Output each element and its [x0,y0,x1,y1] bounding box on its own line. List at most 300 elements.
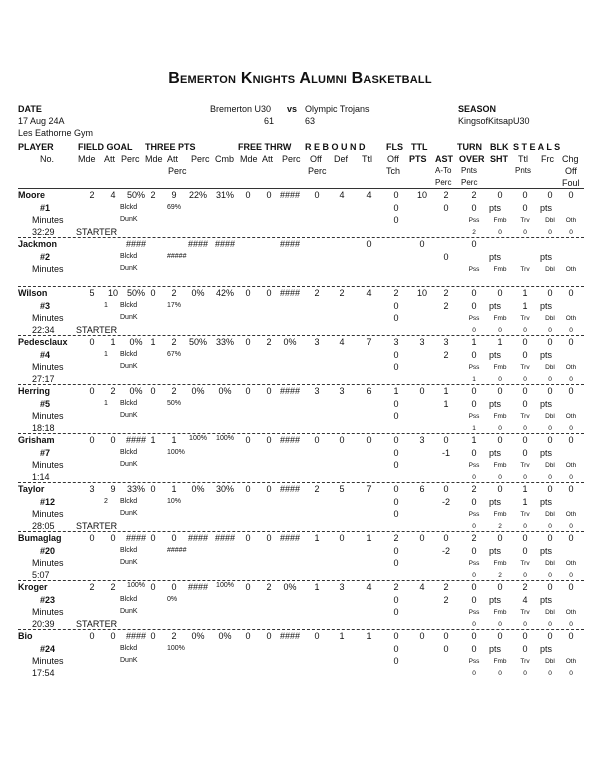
to-breakdown: 0 [472,621,476,628]
to-points: 0 [471,301,477,311]
stat-ast: 0 [443,533,449,543]
stat-fgm: 0 [89,386,95,396]
pts-label: pts [489,644,502,654]
label-oth: Oth [565,609,577,616]
stat-chg: 0 [568,582,574,592]
stat-blk: 0 [497,435,503,445]
header-frc: Frc [541,154,554,164]
stat-ast: 2 [443,288,449,298]
to-breakdown: 0 [569,572,573,579]
fouls-row3: 0 [393,460,399,470]
label-pss: Pss [468,266,480,273]
label-oth: Oth [565,658,577,665]
stat-tpa: 1 [171,484,177,494]
fouls-row3: 0 [393,215,399,225]
stat-fls: 3 [393,337,399,347]
player-name: Wilson [18,288,48,298]
stat-tpm: 0 [150,386,156,396]
stat-chg: 0 [568,484,574,494]
player-number: #2 [40,252,51,262]
blocked-count: 1 [104,351,108,358]
stat-fga: 0 [110,435,116,445]
to-breakdown: 0 [523,327,527,334]
minutes-label: Minutes [32,460,64,470]
to-breakdown: 0 [569,621,573,628]
dunk-label: DunK [120,510,138,517]
stat-fls: 0 [393,484,399,494]
stat-treb: 6 [366,386,372,396]
fouls-row3: 0 [393,558,399,568]
label-pss: Pss [468,658,480,665]
minutes-label: Minutes [32,558,64,568]
stat-tpp: #### [187,582,209,592]
stat-to: 2 [471,484,477,494]
dunk-percent: 10% [167,498,182,505]
to-breakdown: 0 [548,474,552,481]
label-fmb: Fmb [493,217,507,224]
stat-tpa: 2 [171,337,177,347]
stat-tpm: 0 [150,582,156,592]
label-pss: Pss [468,315,480,322]
blocked-label: Blckd [120,351,138,358]
stat-oreb: 1 [314,533,320,543]
blocked-label: Blckd [120,400,138,407]
stat-tpa: 0 [171,582,177,592]
player-number: #5 [40,399,51,409]
label-fmb: Fmb [493,266,507,273]
stat-fgp: #### [125,435,147,445]
to-breakdown: 0 [523,425,527,432]
stat-ftm: 0 [245,386,251,396]
pts-label: pts [540,301,553,311]
to-breakdown: 0 [569,670,573,677]
minutes-label: Minutes [32,264,64,274]
stat-dreb: 4 [339,337,345,347]
to-breakdown: 0 [548,229,552,236]
dunk-label: DunK [120,216,138,223]
header-pnts-perc: Perc [461,178,478,187]
stat-cmb: 0% [218,631,232,641]
minutes-played: 18:18 [32,423,55,433]
stat-ttl: 10 [416,190,427,200]
to-breakdown: 0 [472,523,476,530]
stat-tpp: 0% [191,484,205,494]
stat-ftm: 0 [245,435,251,445]
steal-points: 0 [522,644,528,654]
header-rebound: R E B O U N D [305,142,366,152]
stat-treb: 1 [366,631,372,641]
stat-ftp: #### [279,386,301,396]
player-name: Bumaglag [18,533,62,543]
stat-fta: 0 [266,484,272,494]
stat-fta: 2 [266,337,272,347]
stat-ast: 0 [443,631,449,641]
ast-to-ratio: 2 [443,301,449,311]
steal-points: 1 [522,497,528,507]
stat-fgp: 0% [129,337,143,347]
stat-ftp: 0% [283,582,297,592]
label-fmb: Fmb [493,609,507,616]
season-name: KingsofKitsapU30 [458,116,530,126]
stat-tpm: 0 [150,484,156,494]
stat-to: 1 [471,337,477,347]
ast-to-ratio: 0 [443,252,449,262]
fouls-tech: 0 [393,203,399,213]
to-breakdown: 0 [498,376,502,383]
header-ttl-reb: Ttl [362,154,372,164]
to-breakdown: 0 [548,376,552,383]
header-ato: A-To [435,166,452,175]
label-oth: Oth [565,560,577,567]
player-number: #4 [40,350,51,360]
label-oth: Oth [565,413,577,420]
starter-badge: STARTER [76,227,118,237]
stat-fgp: 50% [126,288,145,298]
minutes-played: 1:14 [32,472,50,482]
stat-ttl: 0 [419,533,425,543]
steal-points: 0 [522,399,528,409]
header-att2: Att [167,154,179,164]
to-breakdown: 0 [498,474,502,481]
stat-treb: 0 [366,435,372,445]
blocked-label: Blckd [120,302,138,309]
dunk-label: DunK [120,314,138,321]
stat-ftm: 0 [245,533,251,543]
to-breakdown: 0 [523,572,527,579]
to-breakdown: 0 [569,376,573,383]
label-oth: Oth [565,266,577,273]
to-breakdown: 0 [569,523,573,530]
pts-label: pts [540,595,553,605]
stat-steals: 0 [522,435,528,445]
dunk-percent: 100% [167,645,185,652]
dunk-percent: 67% [167,351,182,358]
stat-ttl: 0 [419,386,425,396]
player-name: Grisham [18,435,55,445]
stat-tpm: 1 [150,435,156,445]
stat-fga: 0 [110,631,116,641]
stat-blk: 0 [497,288,503,298]
stat-dreb: 2 [339,288,345,298]
to-breakdown: 1 [472,425,476,432]
starter-badge: STARTER [76,619,118,629]
label-pss: Pss [468,364,480,371]
stat-tpm: 2 [150,190,156,200]
stat-dreb: 5 [339,484,345,494]
game-date: 17 Aug 24A [18,116,65,126]
ast-to-ratio: -1 [441,448,450,458]
stat-ftp: #### [279,533,301,543]
stat-fta: 0 [266,386,272,396]
header-def: Def [334,154,349,164]
to-breakdown: 0 [523,376,527,383]
fouls-row3: 0 [393,362,399,372]
stat-ftp: #### [279,239,301,249]
to-breakdown: 0 [498,621,502,628]
fouls-row3: 0 [393,509,399,519]
to-breakdown: 0 [523,523,527,530]
stat-tpm: 0 [150,631,156,641]
stat-frc: 0 [547,435,553,445]
stat-blk: 0 [497,386,503,396]
dunk-label: DunK [120,559,138,566]
to-breakdown: 0 [498,229,502,236]
label-fmb: Fmb [493,462,507,469]
stat-fgp: #### [125,533,147,543]
stat-tpp: 0% [191,386,205,396]
stat-steals: 0 [522,386,528,396]
stat-steals: 2 [522,582,528,592]
label-pss: Pss [468,560,480,567]
label-oth: Oth [565,217,577,224]
minutes-label: Minutes [32,411,64,421]
dunk-percent: ##### [167,547,187,554]
stat-treb: 4 [366,190,372,200]
stat-chg: 0 [568,386,574,396]
stat-fga: 10 [107,288,118,298]
stat-frc: 0 [547,288,553,298]
header-no: No. [40,154,55,164]
stat-fgp: 50% [126,190,145,200]
fouls-tech: 0 [393,448,399,458]
label-fmb: Fmb [493,315,507,322]
dunk-percent: 100% [167,449,185,456]
player-number: #7 [40,448,51,458]
to-breakdown: 1 [472,376,476,383]
stat-oreb: 3 [314,386,320,396]
player-number: #3 [40,301,51,311]
stat-tpa: 2 [171,386,177,396]
fouls-tech: 0 [393,350,399,360]
stat-fta: 0 [266,190,272,200]
stat-treb: 7 [366,337,372,347]
header-perc2: Perc [191,154,210,164]
fouls-row3: 0 [393,607,399,617]
header-steals: S T E A L S [513,142,561,152]
stat-cmb: #### [214,533,236,543]
stat-fta: 0 [266,288,272,298]
ast-to-ratio: 0 [443,644,449,654]
label-dbl: Dbl [545,560,555,567]
stat-fgp: #### [125,631,147,641]
stat-tpa: 1 [171,435,177,445]
label-fmb: Fmb [493,511,507,518]
stat-fta: 0 [266,435,272,445]
to-points: 0 [471,595,477,605]
stat-steals: 0 [522,631,528,641]
fouls-tech: 0 [393,497,399,507]
stat-tpp: 0% [191,288,205,298]
to-breakdown: 0 [569,327,573,334]
header-mde1: Mde [78,154,96,164]
stat-cmb: 0% [218,386,232,396]
season-label: SEASON [458,104,497,114]
to-points: 0 [471,350,477,360]
header-free-thrw: FREE THRW [238,142,292,152]
stat-fga: 9 [110,484,116,494]
stat-fls: 2 [393,288,399,298]
minutes-played: 32:29 [32,227,55,237]
label-trv: Trv [520,511,530,518]
label-oth: Oth [565,364,577,371]
stat-fta: 0 [266,533,272,543]
minutes-label: Minutes [32,656,64,666]
starter-badge: STARTER [76,325,118,335]
blocked-count: 1 [104,400,108,407]
stat-fgm: 5 [89,288,95,298]
pts-label: pts [489,203,502,213]
header-over: OVER [459,154,485,164]
header-blk: BLK [490,142,509,152]
stat-treb: 0 [366,239,372,249]
home-team: Bremerton U30 [210,104,272,114]
stat-tpp: 22% [188,190,207,200]
header-off: Off [310,154,322,164]
stat-fgm: 0 [89,435,95,445]
pts-label: pts [489,497,502,507]
fouls-row3: 0 [393,411,399,421]
stat-chg: 0 [568,288,574,298]
to-breakdown: 0 [569,425,573,432]
pts-label: pts [489,546,502,556]
row-divider [18,433,584,434]
stat-dreb: 3 [339,386,345,396]
header-fls: FLS [386,142,403,152]
stat-chg: 0 [568,631,574,641]
steal-points: 0 [522,448,528,458]
header-sht: SHT [490,154,508,164]
label-fmb: Fmb [493,413,507,420]
label-trv: Trv [520,560,530,567]
header-chg-foul: Foul [562,178,580,188]
minutes-played: 28:05 [32,521,55,531]
stat-ftm: 0 [245,190,251,200]
stat-frc: 0 [547,484,553,494]
stat-frc: 0 [547,631,553,641]
date-label: DATE [18,104,42,114]
player-number: #24 [40,644,56,654]
label-trv: Trv [520,413,530,420]
header-player: PLAYER [18,142,54,152]
stat-dreb: 0 [339,533,345,543]
stat-treb: 1 [366,533,372,543]
label-trv: Trv [520,315,530,322]
stat-to: 2 [471,190,477,200]
away-score: 63 [305,116,316,126]
row-divider [18,286,584,287]
pts-label: pts [540,546,553,556]
stat-to: 1 [471,435,477,445]
pts-label: pts [489,399,502,409]
header-offperc: Perc [308,166,327,176]
stat-ast: 3 [443,337,449,347]
to-breakdown: 0 [523,621,527,628]
header-mde3: Mde [240,154,258,164]
stat-tpp: #### [187,533,209,543]
stat-ftp: #### [279,435,301,445]
fouls-tech: 0 [393,301,399,311]
blocked-label: Blckd [120,596,138,603]
minutes-played: 27:17 [32,374,55,384]
blocked-label: Blckd [120,253,138,260]
row-divider [18,237,584,238]
player-name: Taylor [18,484,45,494]
header-chg-off: Off [565,166,577,176]
label-oth: Oth [565,511,577,518]
stat-fgm: 0 [89,337,95,347]
stat-steals: 0 [522,190,528,200]
stat-chg: 0 [568,435,574,445]
stat-fls: 0 [393,190,399,200]
player-name: Moore [18,190,45,200]
player-number: #23 [40,595,56,605]
stat-ttl: 0 [419,631,425,641]
to-points: 0 [471,448,477,458]
fouls-row3: 0 [393,313,399,323]
stat-oreb: 0 [314,631,320,641]
stat-tpp: 0% [191,631,205,641]
stat-treb: 4 [366,288,372,298]
stat-dreb: 1 [339,631,345,641]
label-trv: Trv [520,609,530,616]
label-fmb: Fmb [493,560,507,567]
stat-ftp: #### [279,190,301,200]
to-breakdown: 0 [548,425,552,432]
pts-label: pts [540,644,553,654]
stat-oreb: 0 [314,190,320,200]
to-breakdown: 0 [523,229,527,236]
stat-dreb: 0 [339,435,345,445]
minutes-played: 5:07 [32,570,50,580]
to-points: 0 [471,644,477,654]
stat-fgm: 3 [89,484,95,494]
stat-chg: 0 [568,190,574,200]
stat-tpm: 0 [150,288,156,298]
steal-points: 1 [522,301,528,311]
label-dbl: Dbl [545,511,555,518]
minutes-label: Minutes [32,362,64,372]
home-score: 61 [264,116,275,126]
stat-ftm: 0 [245,288,251,298]
stat-to: 2 [471,533,477,543]
to-breakdown: 0 [498,670,502,677]
label-trv: Trv [520,266,530,273]
header-st-pnts: Pnts [515,166,532,175]
to-breakdown: 0 [523,474,527,481]
stat-chg: 0 [568,533,574,543]
stat-fta: 0 [266,631,272,641]
pts-label: pts [540,399,553,409]
stat-cmb: 33% [215,337,234,347]
stat-fga: 2 [110,582,116,592]
blocked-label: Blckd [120,547,138,554]
stat-oreb: 2 [314,288,320,298]
stat-fgp: 0% [129,386,143,396]
blocked-count: 2 [104,498,108,505]
label-dbl: Dbl [545,462,555,469]
stat-ast: 2 [443,190,449,200]
stat-tpp: #### [187,239,209,249]
blocked-label: Blckd [120,498,138,505]
stat-ttl: 4 [419,582,425,592]
ast-to-ratio: -2 [441,546,450,556]
stat-ftm: 0 [245,484,251,494]
to-breakdown: 0 [498,425,502,432]
stat-steals: 0 [522,337,528,347]
minutes-label: Minutes [32,215,64,225]
label-dbl: Dbl [545,217,555,224]
stat-cmb: 30% [215,484,234,494]
